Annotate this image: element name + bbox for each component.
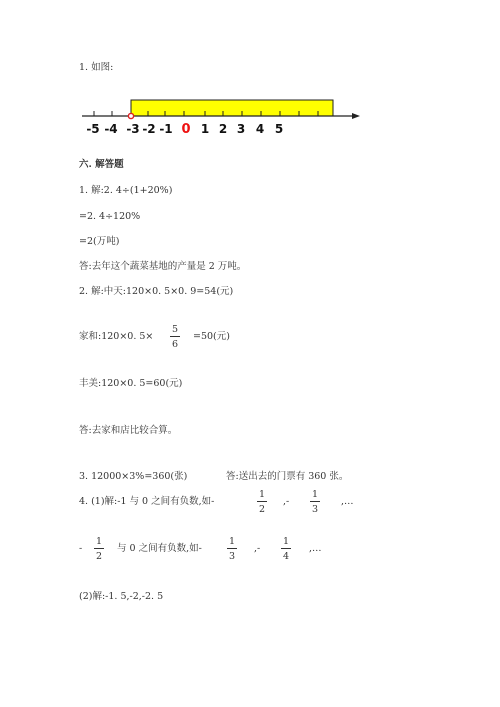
- solution-4-line-1-prefix: 4. (1)解:-1 与 0 之间有负数,如-: [79, 496, 215, 507]
- axis-label: -5: [86, 122, 100, 136]
- axis-label: 3: [236, 122, 246, 136]
- axis-label: 1: [200, 122, 210, 136]
- solution-2-line-1: 2. 解:中天:120×0. 5×0. 9=54(元): [79, 286, 234, 297]
- comma-minus: ,-: [254, 543, 261, 554]
- solution-2-answer: 答:去家和店比较合算。: [79, 425, 178, 436]
- fraction-1-4: [279, 536, 293, 562]
- axis-arrow: [352, 113, 360, 119]
- solution-2-jiahe-suffix: =50(元): [193, 331, 230, 342]
- start-point-marker: [128, 113, 133, 118]
- fraction-numerator: 1: [95, 536, 103, 547]
- fraction-bar: [257, 501, 267, 502]
- axis-label: 2: [218, 122, 228, 136]
- solution-2-jiahe-prefix: 家和:120×0. 5×: [79, 331, 154, 342]
- solution-2-fengmei: 丰美:120×0. 5=60(元): [79, 378, 183, 389]
- solution-1-line-2: =2. 4÷120%: [79, 211, 141, 222]
- solution-4-part-2: (2)解:-1. 5,-2,-2. 5: [79, 591, 164, 602]
- fraction-bar: [170, 336, 180, 337]
- fraction-numerator: 1: [282, 536, 290, 547]
- fraction-denominator: 2: [95, 551, 103, 562]
- fraction-1-2: [92, 536, 106, 562]
- fraction-numerator: 5: [171, 324, 179, 335]
- ellipsis: ,…: [309, 543, 322, 554]
- ellipsis: ,…: [341, 496, 354, 507]
- fraction-denominator: 4: [282, 551, 290, 562]
- solution-1-answer: 答:去年这个蔬菜基地的产量是 2 万吨。: [79, 261, 247, 272]
- fraction-numerator: 1: [258, 489, 266, 500]
- fraction-bar: [281, 548, 291, 549]
- axis-label: -3: [126, 122, 140, 136]
- solution-1-line-3: =2(万吨): [79, 236, 120, 247]
- fraction-denominator: 3: [311, 504, 319, 515]
- fraction-denominator: 6: [171, 339, 179, 350]
- fraction-numerator: 1: [311, 489, 319, 500]
- axis-label-zero: 0: [181, 122, 191, 137]
- axis-label: 5: [274, 122, 284, 136]
- fraction-bar: [227, 548, 237, 549]
- solution-1-line-1: 1. 解:2. 4÷(1+20%): [79, 185, 173, 196]
- section-title: 六. 解答题: [79, 159, 124, 170]
- fraction-bar: [94, 548, 104, 549]
- fraction-denominator: 3: [228, 551, 236, 562]
- fraction-5-6: [168, 324, 182, 350]
- fraction-1-3: [225, 536, 239, 562]
- axis-label: -4: [104, 122, 118, 136]
- highlight-range: [131, 100, 333, 116]
- solution-4-line-2-mid: 与 0 之间有负数,如-: [117, 543, 202, 554]
- fraction-1-3: [308, 489, 322, 515]
- solution-3-line: 3. 12000×3%=360(张): [79, 471, 188, 482]
- fraction-1-2: [255, 489, 269, 515]
- question-1-label: 1. 如图:: [79, 62, 114, 73]
- fraction-bar: [310, 501, 320, 502]
- axis-label: -2: [142, 122, 156, 136]
- solution-3-answer: 答:送出去的门票有 360 张。: [226, 471, 349, 482]
- fraction-denominator: 2: [258, 504, 266, 515]
- comma-minus: ,-: [283, 496, 290, 507]
- fraction-numerator: 1: [228, 536, 236, 547]
- axis-label: 4: [255, 122, 265, 136]
- axis-label: -1: [159, 122, 173, 136]
- number-line: [0, 0, 500, 140]
- minus-sign: -: [79, 543, 83, 554]
